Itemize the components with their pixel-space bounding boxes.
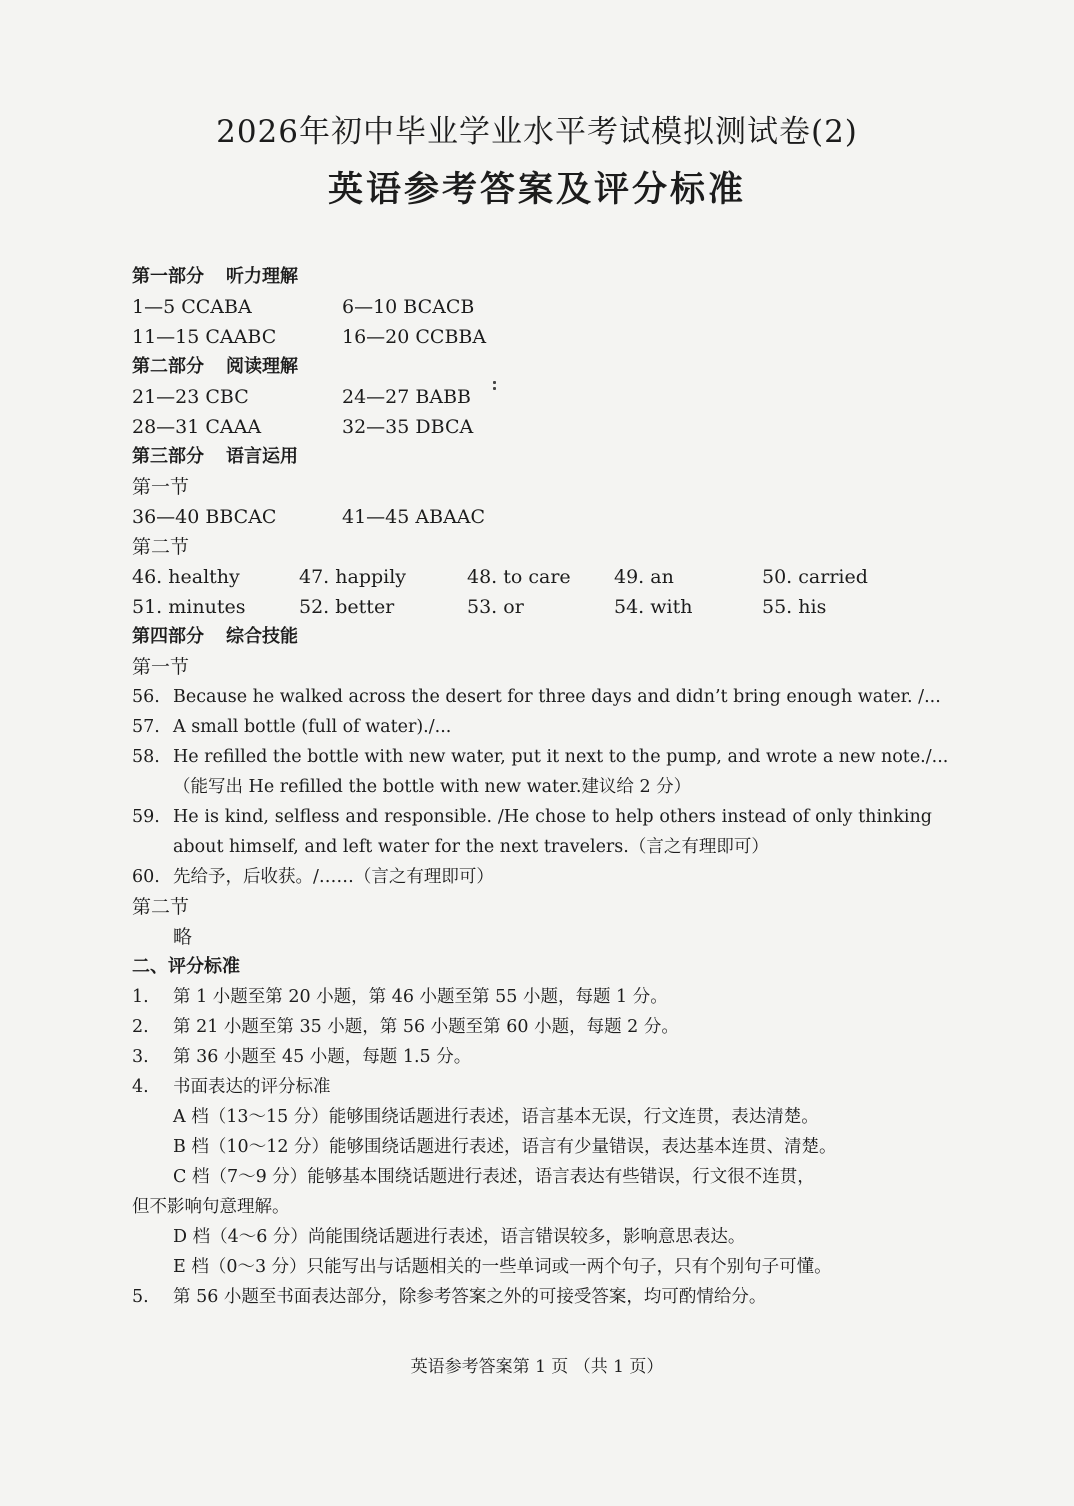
- item-number: 1.: [132, 987, 149, 1007]
- answer-group: 1—5 CCABA: [132, 296, 252, 318]
- exam-title: 2026年初中毕业学业水平考试模拟测试卷(2): [216, 114, 858, 150]
- grade-b: B 档（10～12 分）能够围绕话题进行表述，语言有少量错误，表达基本连贯、清楚。: [173, 1137, 837, 1157]
- answer-group: 28—31 CAAA: [132, 416, 262, 438]
- blank-number: 54.: [614, 596, 645, 618]
- answer-text: 先给予，后收获。/……（言之有理即可）: [173, 867, 494, 887]
- answer-group: 6—10 BCACB: [342, 296, 475, 318]
- part4-heading-number: 第四部分: [132, 626, 204, 647]
- scoring-heading: 二、评分标准: [132, 956, 240, 977]
- answer-note: [132, 772, 932, 802]
- blank-word: with: [650, 596, 693, 618]
- answer-body: [132, 262, 949, 1312]
- answer-text: He is kind, selfless and responsible. /He chose to help others instead of only thinking about himself, and left water for the next travelers.（言之有理即可）: [173, 807, 932, 857]
- section-label: 第一节: [132, 476, 190, 498]
- part2-heading: [132, 352, 932, 382]
- section-label: 第一节: [132, 656, 190, 678]
- scoring-item: [132, 1042, 932, 1072]
- blank-answer: [614, 592, 692, 622]
- scoring-item: [132, 1072, 932, 1102]
- answer-group: 11—15 CAABC: [132, 326, 277, 348]
- blank-answer: [762, 562, 868, 592]
- question-answer: [132, 862, 932, 892]
- item-text: 书面表达的评分标准: [173, 1077, 331, 1097]
- part1-heading: [132, 262, 932, 292]
- part4-heading: [132, 622, 932, 652]
- item-text: 第 21 小题至第 35 小题，第 56 小题至第 60 小题，每题 2 分。: [173, 1017, 679, 1037]
- blank-answer: [467, 592, 524, 622]
- grade-d: D 档（4～6 分）尚能围绕话题进行表述，语言错误较多，影响意思表达。: [173, 1227, 746, 1247]
- blank-word: his: [798, 596, 827, 618]
- blank-word: healthy: [168, 566, 240, 588]
- section-label: 第二节: [132, 896, 190, 918]
- blank-answer-row: [132, 592, 932, 622]
- blank-answer-row: [132, 562, 932, 592]
- blank-answer: [132, 592, 245, 622]
- answer-group: 41—45 ABAAC: [342, 506, 486, 528]
- question-number: 60.: [132, 867, 160, 887]
- answer-text: He refilled the bottle with new water, put it next to the pump, and wrote a new note./...: [173, 747, 949, 767]
- blank-answer: [614, 562, 674, 592]
- grade-c-continued: 但不影响句意理解。: [132, 1197, 290, 1217]
- blank-word: better: [335, 596, 395, 618]
- part1-heading-number: 第一部分: [132, 266, 204, 287]
- part1-heading-name: 听力理解: [226, 266, 298, 287]
- question-answer: [132, 682, 941, 712]
- blank-word: to care: [503, 566, 571, 588]
- item-number: 4.: [132, 1077, 149, 1097]
- answer-text: A small bottle (full of water)./...: [173, 717, 452, 737]
- question-answer: [132, 712, 932, 742]
- grade-a: A 档（13～15 分）能够围绕话题进行表述，语言基本无误，行文连贯，表达清楚。: [173, 1107, 819, 1127]
- item-text: 第 56 小题至书面表达部分，除参考答案之外的可接受答案，均可酌情给分。: [173, 1287, 767, 1307]
- answer-group: 24—27 BABB: [342, 386, 472, 408]
- blank-word: happily: [335, 566, 407, 588]
- blank-word: carried: [798, 566, 868, 588]
- blank-word: or: [503, 596, 524, 618]
- answer-row: [132, 292, 932, 322]
- answer-group: 21—23 CBC: [132, 386, 249, 408]
- question-answer: [132, 742, 949, 772]
- blank-number: 50.: [762, 566, 793, 588]
- part2-heading-number: 第二部分: [132, 356, 204, 377]
- answer-group: 16—20 CCBBA: [342, 326, 487, 348]
- question-answer: [132, 802, 932, 862]
- answer-row: [132, 412, 932, 442]
- answer-text: Because he walked across the desert for three days and didn’t bring enough water. /...: [173, 687, 941, 707]
- scoring-item: [132, 1282, 932, 1312]
- blank-answer: [132, 562, 240, 592]
- scoring-item: [132, 982, 932, 1012]
- blank-number: 48.: [467, 566, 498, 588]
- blank-word: an: [650, 566, 674, 588]
- page-footer: 英语参考答案第 1 页 （共 1 页）: [410, 1357, 664, 1377]
- blank-answer: [467, 562, 571, 592]
- blank-number: 55.: [762, 596, 793, 618]
- blank-number: 51.: [132, 596, 163, 618]
- part4-heading-name: 综合技能: [226, 626, 298, 647]
- answer-row: [132, 502, 932, 532]
- part2-heading-name: 阅读理解: [226, 356, 298, 377]
- item-text: 第 1 小题至第 20 小题，第 46 小题至第 55 小题，每题 1 分。: [173, 987, 668, 1007]
- blank-number: 53.: [467, 596, 498, 618]
- answer-key-title: 英语参考答案及评分标准: [327, 170, 746, 210]
- item-number: 3.: [132, 1047, 149, 1067]
- answer-group: 32—35 DBCA: [342, 416, 474, 438]
- part3-heading-name: 语言运用: [226, 446, 298, 467]
- part3-heading: [132, 442, 932, 472]
- blank-number: 49.: [614, 566, 645, 588]
- blank-answer: [762, 592, 826, 622]
- section-label: 第二节: [132, 536, 190, 558]
- part3-heading-number: 第三部分: [132, 446, 204, 467]
- section-answer: 略: [173, 926, 193, 948]
- blank-number: 52.: [299, 596, 330, 618]
- answer-row: [132, 382, 932, 412]
- question-number: 56.: [132, 687, 160, 707]
- item-number: 2.: [132, 1017, 149, 1037]
- question-number: 57.: [132, 717, 160, 737]
- blank-number: 46.: [132, 566, 163, 588]
- question-number: 58.: [132, 747, 160, 767]
- item-text: 第 36 小题至 45 小题，每题 1.5 分。: [173, 1047, 472, 1067]
- answer-group: 36—40 BBCAC: [132, 506, 277, 528]
- blank-answer: [299, 592, 394, 622]
- scoring-item: [132, 1012, 932, 1042]
- blank-answer: [299, 562, 406, 592]
- blank-word: minutes: [168, 596, 246, 618]
- note-text: （能写出 He refilled the bottle with new water.建议给 2 分）: [173, 777, 692, 797]
- grade-e: E 档（0～3 分）只能写出与话题相关的一些单词或一两个句子，只有个别句子可懂。: [173, 1257, 832, 1277]
- grade-c: C 档（7～9 分）能够基本围绕话题进行表述，语言表达有些错误，行文很不连贯，: [173, 1167, 815, 1187]
- item-number: 5.: [132, 1287, 149, 1307]
- question-number: 59.: [132, 807, 160, 827]
- answer-row: [132, 322, 932, 352]
- blank-number: 47.: [299, 566, 330, 588]
